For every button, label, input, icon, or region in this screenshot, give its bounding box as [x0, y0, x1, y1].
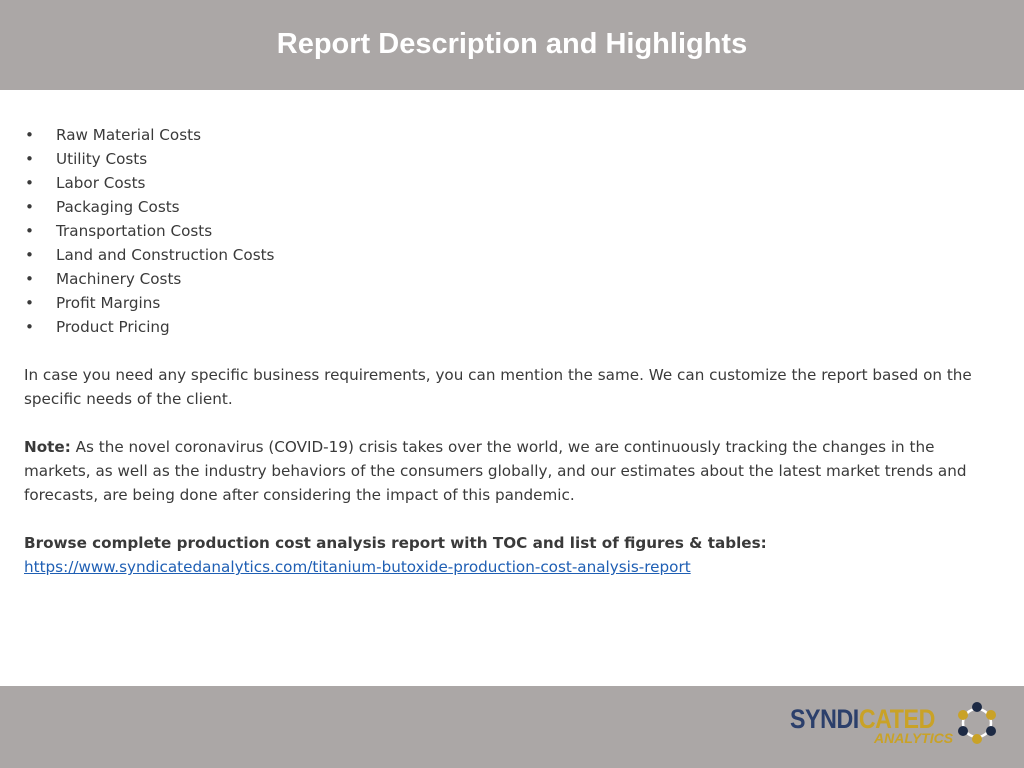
- list-item-label: Land and Construction Costs: [56, 246, 275, 264]
- note-label: Note:: [24, 438, 71, 456]
- header-bar: [0, 0, 1024, 90]
- logo-network-icon: [954, 700, 1000, 746]
- page-title: Report Description and Highlights: [276, 27, 748, 60]
- list-item: [24, 291, 1004, 315]
- note-text: As the novel coronavirus (COVID-19) crisis takes over the world, we are continuously tracking the changes in the markets, as well as the industry behaviors of the consumers globally, and our estimates about the latest market trends and forecasts, are being done after considering the impact of this pandemic.: [24, 438, 967, 504]
- footer-bar: [0, 686, 1024, 768]
- list-item-label: Profit Margins: [56, 294, 161, 312]
- browse-label: Browse complete production cost analysis report with TOC and list of figures & tables:: [24, 534, 767, 552]
- bullet-icon: •: [25, 174, 34, 192]
- list-item: [24, 171, 1004, 195]
- content-area: [24, 123, 1004, 579]
- bullet-icon: •: [25, 150, 34, 168]
- list-item-label: Labor Costs: [56, 174, 146, 192]
- list-item-label: Machinery Costs: [56, 270, 182, 288]
- list-item-label: Transportation Costs: [56, 222, 213, 240]
- list-item: [24, 147, 1004, 171]
- list-item: [24, 315, 1004, 339]
- list-item-label: Packaging Costs: [56, 198, 180, 216]
- logo-wordmark: SYNDICATED: [790, 704, 935, 734]
- cost-bullet-list: [24, 123, 1004, 339]
- list-item-label: Raw Material Costs: [56, 126, 201, 144]
- bullet-icon: •: [25, 318, 34, 336]
- list-item-label: Utility Costs: [56, 150, 148, 168]
- list-item-label: Product Pricing: [56, 318, 170, 336]
- list-item: [24, 219, 1004, 243]
- list-item: [24, 267, 1004, 291]
- bullet-icon: •: [25, 270, 34, 288]
- bullet-icon: •: [25, 126, 34, 144]
- company-logo: [790, 700, 1000, 750]
- list-item: [24, 123, 1004, 147]
- bullet-icon: •: [25, 246, 34, 264]
- report-link[interactable]: https://www.syndicatedanalytics.com/titanium-butoxide-production-cost-analysis-report: [24, 558, 691, 576]
- note-paragraph: [24, 435, 1004, 507]
- list-item: [24, 195, 1004, 219]
- logo-subtitle: ANALYTICS: [874, 730, 954, 746]
- bullet-icon: •: [25, 222, 34, 240]
- customization-paragraph: In case you need any specific business requirements, you can mention the same. We can customize the report based on the specific needs of the client.: [24, 366, 972, 408]
- browse-paragraph: [24, 531, 1004, 579]
- bullet-icon: •: [25, 198, 34, 216]
- list-item: [24, 243, 1004, 267]
- bullet-icon: •: [25, 294, 34, 312]
